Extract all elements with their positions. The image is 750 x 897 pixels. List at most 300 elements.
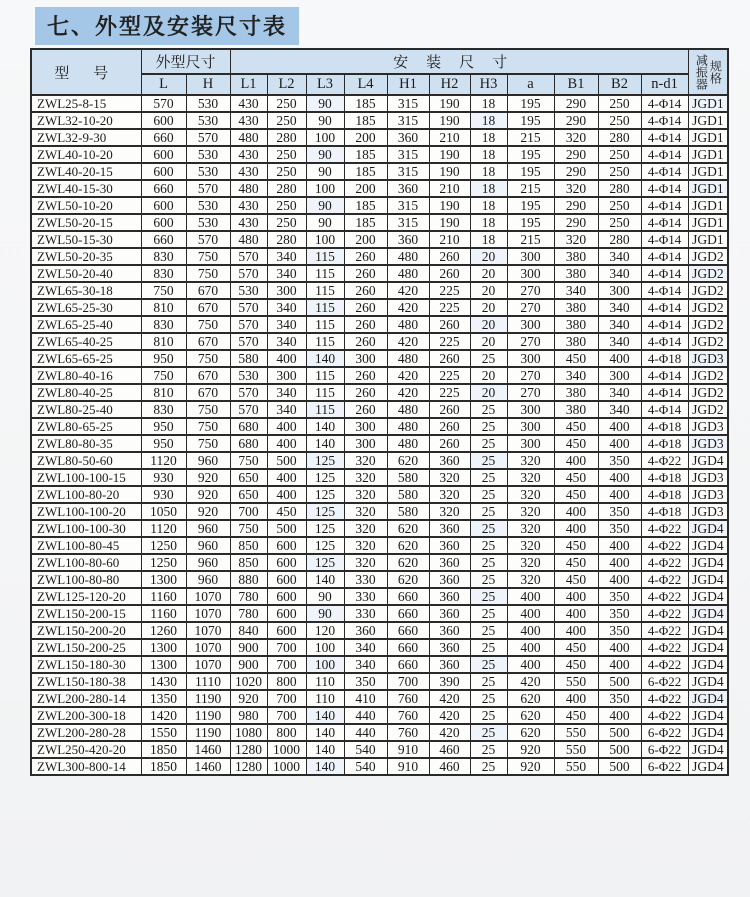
dimension-cell: 400: [507, 656, 554, 673]
dimension-cell: 480: [387, 316, 429, 333]
dimension-cell: 320: [554, 129, 598, 146]
damper-spec-cell: JGD4: [688, 724, 728, 741]
header-install-dims: 安装尺寸: [230, 49, 688, 74]
dimension-cell: 25: [470, 418, 507, 435]
bolt-holes-cell: 4-Φ14: [641, 299, 688, 316]
dimension-cell: 1250: [141, 554, 186, 571]
dimension-cell: 480: [230, 180, 267, 197]
bolt-holes-cell: 4-Φ14: [641, 146, 688, 163]
damper-spec-cell: JGD2: [688, 282, 728, 299]
dimension-cell: 125: [306, 469, 344, 486]
damper-spec-cell: JGD1: [688, 214, 728, 231]
dimension-cell: 250: [598, 214, 641, 231]
dimension-cell: 340: [267, 333, 306, 350]
dimension-cell: 300: [507, 265, 554, 282]
model-cell: ZWL50-15-30: [31, 231, 141, 248]
bolt-holes-cell: 4-Φ14: [641, 214, 688, 231]
dimension-cell: 570: [230, 248, 267, 265]
table-row: [31, 197, 728, 214]
dimension-cell: 380: [554, 316, 598, 333]
bolt-holes-cell: 4-Φ22: [641, 520, 688, 537]
dimension-cell: 120: [306, 622, 344, 639]
dimension-cell: 125: [306, 537, 344, 554]
dimension-cell: 20: [470, 367, 507, 384]
dimension-cell: 920: [186, 503, 230, 520]
dimension-cell: 200: [344, 129, 387, 146]
dimension-cell: 580: [387, 486, 429, 503]
dimension-cell: 460: [429, 741, 470, 758]
model-cell: ZWL200-300-18: [31, 707, 141, 724]
dimension-cell: 1070: [186, 605, 230, 622]
column-header-B2: B2: [598, 74, 641, 95]
dimension-cell: 600: [141, 197, 186, 214]
dimension-cell: 260: [429, 265, 470, 282]
dimension-cell: 350: [344, 673, 387, 690]
dimension-cell: 1300: [141, 656, 186, 673]
dimension-cell: 320: [344, 503, 387, 520]
dimension-cell: 400: [507, 588, 554, 605]
dimension-cell: 450: [554, 469, 598, 486]
damper-spec-cell: JGD4: [688, 639, 728, 656]
table-row: [31, 673, 728, 690]
dimension-cell: 530: [230, 367, 267, 384]
bolt-holes-cell: 4-Φ22: [641, 571, 688, 588]
dimension-cell: 115: [306, 333, 344, 350]
bolt-holes-cell: 6-Φ22: [641, 673, 688, 690]
damper-spec-cell: JGD1: [688, 112, 728, 129]
dimension-cell: 25: [470, 486, 507, 503]
bolt-holes-cell: 4-Φ22: [641, 452, 688, 469]
table-row: [31, 214, 728, 231]
dimension-cell: 360: [429, 588, 470, 605]
dimension-cell: 580: [230, 350, 267, 367]
dimension-cell: 360: [429, 656, 470, 673]
dimension-cell: 260: [344, 333, 387, 350]
table-row: [31, 758, 728, 775]
bolt-holes-cell: 6-Φ22: [641, 741, 688, 758]
dimension-cell: 90: [306, 197, 344, 214]
dimension-cell: 1110: [186, 673, 230, 690]
model-cell: ZWL80-25-40: [31, 401, 141, 418]
table-row: [31, 452, 728, 469]
model-cell: ZWL150-200-15: [31, 605, 141, 622]
damper-spec-cell: JGD4: [688, 656, 728, 673]
table-row: [31, 265, 728, 282]
dimension-cell: 315: [387, 163, 429, 180]
dimension-cell: 500: [598, 724, 641, 741]
dimension-cell: 210: [429, 129, 470, 146]
dimension-cell: 600: [267, 571, 306, 588]
dimension-cell: 350: [598, 588, 641, 605]
bolt-holes-cell: 4-Φ22: [641, 554, 688, 571]
table-row: [31, 486, 728, 503]
dimension-cell: 195: [507, 163, 554, 180]
dimension-cell: 680: [230, 435, 267, 452]
dimension-cell: 18: [470, 95, 507, 112]
table-row: [31, 537, 728, 554]
bolt-holes-cell: 4-Φ14: [641, 316, 688, 333]
dimension-cell: 540: [344, 741, 387, 758]
dimension-cell: 750: [186, 418, 230, 435]
bolt-holes-cell: 4-Φ14: [641, 384, 688, 401]
dimension-cell: 125: [306, 554, 344, 571]
dimension-cell: 420: [387, 299, 429, 316]
dimension-cell: 90: [306, 112, 344, 129]
damper-spec-cell: JGD2: [688, 265, 728, 282]
table-body: [31, 95, 728, 775]
dimension-cell: 320: [507, 452, 554, 469]
dimension-cell: 800: [267, 724, 306, 741]
model-cell: ZWL100-100-20: [31, 503, 141, 520]
dimension-cell: 480: [387, 248, 429, 265]
model-cell: ZWL40-15-30: [31, 180, 141, 197]
bolt-holes-cell: 4-Φ22: [641, 690, 688, 707]
dimension-cell: 420: [387, 333, 429, 350]
dimension-cell: 660: [387, 588, 429, 605]
dimension-cell: 620: [387, 452, 429, 469]
model-cell: ZWL32-9-30: [31, 129, 141, 146]
dimension-cell: 18: [470, 129, 507, 146]
dimension-cell: 930: [141, 469, 186, 486]
bolt-holes-cell: 4-Φ14: [641, 367, 688, 384]
dimension-cell: 280: [598, 231, 641, 248]
dimension-cell: 1080: [230, 724, 267, 741]
table-row: [31, 588, 728, 605]
dimension-cell: 400: [598, 554, 641, 571]
dimension-cell: 195: [507, 197, 554, 214]
damper-spec-cell: JGD3: [688, 418, 728, 435]
dimension-cell: 570: [230, 265, 267, 282]
dimension-cell: 400: [267, 486, 306, 503]
dimension-cell: 400: [554, 520, 598, 537]
dimension-cell: 660: [141, 231, 186, 248]
damper-spec-cell: JGD4: [688, 554, 728, 571]
damper-spec-cell: JGD4: [688, 452, 728, 469]
dimension-cell: 600: [141, 146, 186, 163]
dimension-cell: 25: [470, 758, 507, 775]
dimension-cell: 140: [306, 571, 344, 588]
dimension-cell: 440: [344, 707, 387, 724]
bolt-holes-cell: 4-Φ14: [641, 112, 688, 129]
dimension-cell: 780: [230, 605, 267, 622]
damper-spec-cell: JGD4: [688, 758, 728, 775]
dimension-cell: 320: [344, 452, 387, 469]
dimension-cell: 620: [387, 520, 429, 537]
dimension-cell: 760: [387, 724, 429, 741]
damper-spec-cell: JGD1: [688, 163, 728, 180]
dimension-cell: 190: [429, 214, 470, 231]
dimension-cell: 570: [230, 401, 267, 418]
table-row: [31, 435, 728, 452]
dimension-cell: 260: [344, 401, 387, 418]
dimension-cell: 300: [507, 350, 554, 367]
dimension-cell: 25: [470, 605, 507, 622]
dimension-cell: 270: [507, 333, 554, 350]
dimension-cell: 430: [230, 112, 267, 129]
dimension-cell: 90: [306, 146, 344, 163]
column-header-L4: L4: [344, 74, 387, 95]
dimension-cell: 600: [141, 163, 186, 180]
dimension-cell: 440: [344, 724, 387, 741]
dimension-cell: 20: [470, 333, 507, 350]
dimension-cell: 300: [598, 367, 641, 384]
dimension-cell: 300: [507, 435, 554, 452]
dimension-cell: 320: [344, 554, 387, 571]
dimension-cell: 340: [267, 299, 306, 316]
dimension-cell: 1160: [141, 588, 186, 605]
dimension-cell: 400: [598, 435, 641, 452]
dimension-cell: 600: [141, 112, 186, 129]
bolt-holes-cell: 4-Φ22: [641, 622, 688, 639]
dimension-cell: 660: [141, 129, 186, 146]
dimension-cell: 360: [344, 622, 387, 639]
dimension-cell: 320: [429, 486, 470, 503]
dimension-cell: 1050: [141, 503, 186, 520]
dimension-cell: 600: [141, 214, 186, 231]
model-cell: ZWL80-40-25: [31, 384, 141, 401]
dimension-cell: 920: [186, 486, 230, 503]
dimension-cell: 340: [598, 401, 641, 418]
dimension-cell: 920: [230, 690, 267, 707]
dimension-cell: 210: [429, 231, 470, 248]
dimension-cell: 320: [507, 503, 554, 520]
dimension-cell: 400: [598, 707, 641, 724]
dimension-cell: 480: [230, 129, 267, 146]
dimension-cell: 360: [429, 520, 470, 537]
table-row: [31, 350, 728, 367]
bolt-holes-cell: 6-Φ22: [641, 724, 688, 741]
dimension-cell: 250: [598, 197, 641, 214]
dimension-cell: 340: [598, 299, 641, 316]
bolt-holes-cell: 6-Φ22: [641, 758, 688, 775]
dimension-cell: 18: [470, 146, 507, 163]
dimension-cell: 980: [230, 707, 267, 724]
dimension-cell: 270: [507, 384, 554, 401]
damper-spec-cell: JGD3: [688, 469, 728, 486]
damper-spec-cell: JGD4: [688, 622, 728, 639]
dimension-cell: 320: [554, 180, 598, 197]
damper-spec-cell: JGD4: [688, 673, 728, 690]
dimension-cell: 100: [306, 639, 344, 656]
dimension-cell: 1850: [141, 741, 186, 758]
dimension-cell: 620: [507, 690, 554, 707]
dimension-cell: 580: [387, 469, 429, 486]
dimension-cell: 570: [186, 180, 230, 197]
dimension-cell: 400: [554, 503, 598, 520]
dimension-cell: 290: [554, 214, 598, 231]
dimension-cell: 300: [267, 367, 306, 384]
bolt-holes-cell: 4-Φ14: [641, 265, 688, 282]
bolt-holes-cell: 4-Φ14: [641, 401, 688, 418]
dimension-cell: 850: [230, 554, 267, 571]
dimension-cell: 280: [598, 129, 641, 146]
dimension-cell: 250: [598, 146, 641, 163]
dimension-cell: 1070: [186, 588, 230, 605]
dimension-cell: 125: [306, 452, 344, 469]
dimension-cell: 1190: [186, 690, 230, 707]
dimension-cell: 225: [429, 282, 470, 299]
dimension-cell: 700: [230, 503, 267, 520]
dimension-cell: 320: [507, 537, 554, 554]
table-row: [31, 95, 728, 112]
dimension-cell: 300: [507, 418, 554, 435]
dimension-cell: 1000: [267, 741, 306, 758]
model-cell: ZWL125-120-20: [31, 588, 141, 605]
damper-spec-cell: JGD3: [688, 435, 728, 452]
damper-spec-cell: JGD2: [688, 333, 728, 350]
dimension-cell: 140: [306, 435, 344, 452]
dimension-cell: 360: [387, 231, 429, 248]
dimension-cell: 830: [141, 248, 186, 265]
dimension-cell: 660: [387, 656, 429, 673]
dimension-cell: 18: [470, 112, 507, 129]
dimension-cell: 400: [598, 418, 641, 435]
dimension-cell: 300: [598, 282, 641, 299]
dimension-cell: 500: [267, 520, 306, 537]
dimension-cell: 115: [306, 248, 344, 265]
dimension-cell: 670: [186, 367, 230, 384]
dimension-cell: 880: [230, 571, 267, 588]
dimension-cell: 25: [470, 707, 507, 724]
dimension-cell: 115: [306, 367, 344, 384]
dimension-cell: 1020: [230, 673, 267, 690]
dimension-cell: 25: [470, 639, 507, 656]
dimension-cell: 340: [344, 656, 387, 673]
dimension-cell: 830: [141, 316, 186, 333]
dimension-cell: 500: [598, 758, 641, 775]
dimension-cell: 100: [306, 656, 344, 673]
bolt-holes-cell: 4-Φ14: [641, 95, 688, 112]
dimension-cell: 280: [267, 129, 306, 146]
dimension-cell: 25: [470, 724, 507, 741]
dimension-cell: 400: [267, 418, 306, 435]
dimension-cell: 750: [230, 452, 267, 469]
dimension-cell: 140: [306, 418, 344, 435]
dimension-cell: 315: [387, 95, 429, 112]
table-row: [31, 520, 728, 537]
damper-spec-cell: JGD3: [688, 503, 728, 520]
dimension-cell: 500: [598, 741, 641, 758]
dimension-cell: 270: [507, 282, 554, 299]
dimension-cell: 330: [344, 571, 387, 588]
dimension-cell: 20: [470, 384, 507, 401]
dimension-cell: 400: [507, 639, 554, 656]
column-header-H: H: [186, 74, 230, 95]
model-cell: ZWL80-40-16: [31, 367, 141, 384]
dimension-cell: 1460: [186, 758, 230, 775]
table-row: [31, 707, 728, 724]
dimension-cell: 570: [186, 231, 230, 248]
dimension-cell: 115: [306, 265, 344, 282]
dimension-cell: 660: [141, 180, 186, 197]
dimension-cell: 340: [598, 248, 641, 265]
dimension-cell: 1430: [141, 673, 186, 690]
dimension-cell: 500: [598, 673, 641, 690]
damper-spec-cell: JGD4: [688, 588, 728, 605]
dimension-cell: 90: [306, 163, 344, 180]
dimension-cell: 340: [267, 248, 306, 265]
dimension-cell: 570: [230, 384, 267, 401]
dimension-cell: 300: [507, 401, 554, 418]
dimension-cell: 1260: [141, 622, 186, 639]
table-row: [31, 384, 728, 401]
bolt-holes-cell: 4-Φ22: [641, 588, 688, 605]
dimension-cell: 480: [387, 350, 429, 367]
dimension-cell: 25: [470, 503, 507, 520]
dimension-cell: 320: [507, 571, 554, 588]
dimension-cell: 260: [344, 248, 387, 265]
dimension-cell: 185: [344, 163, 387, 180]
dimension-cell: 360: [429, 622, 470, 639]
bolt-holes-cell: 4-Φ14: [641, 197, 688, 214]
dimension-cell: 660: [387, 605, 429, 622]
dimension-cell: 360: [387, 129, 429, 146]
dimension-cell: 950: [141, 350, 186, 367]
dimension-cell: 320: [507, 486, 554, 503]
table-row: [31, 469, 728, 486]
dimension-cell: 450: [554, 418, 598, 435]
dimension-cell: 810: [141, 299, 186, 316]
dimension-cell: 140: [306, 707, 344, 724]
table-row: [31, 554, 728, 571]
bolt-holes-cell: 4-Φ18: [641, 503, 688, 520]
dimension-cell: 450: [554, 639, 598, 656]
dimension-cell: 600: [267, 537, 306, 554]
dimension-cell: 115: [306, 282, 344, 299]
dimension-cell: 750: [186, 435, 230, 452]
dimension-cell: 260: [344, 299, 387, 316]
damper-spec-cell: JGD2: [688, 316, 728, 333]
model-cell: ZWL250-420-20: [31, 741, 141, 758]
damper-spec-cell: JGD4: [688, 571, 728, 588]
dimension-cell: 270: [507, 367, 554, 384]
dimension-cell: 810: [141, 333, 186, 350]
dimension-cell: 190: [429, 146, 470, 163]
model-cell: ZWL65-65-25: [31, 350, 141, 367]
dimension-cell: 290: [554, 146, 598, 163]
column-header-L: L: [141, 74, 186, 95]
dimension-cell: 960: [186, 537, 230, 554]
dimension-cell: 550: [554, 758, 598, 775]
dimension-cell: 110: [306, 673, 344, 690]
model-cell: ZWL50-20-35: [31, 248, 141, 265]
dimension-cell: 300: [507, 248, 554, 265]
table-row: [31, 741, 728, 758]
dimension-cell: 25: [470, 554, 507, 571]
dimension-cell: 250: [267, 214, 306, 231]
dimension-cell: 185: [344, 95, 387, 112]
dimension-cell: 25: [470, 469, 507, 486]
dimension-cell: 1190: [186, 707, 230, 724]
bolt-holes-cell: 4-Φ14: [641, 231, 688, 248]
dimension-cell: 840: [230, 622, 267, 639]
dimension-cell: 225: [429, 367, 470, 384]
dimension-cell: 250: [598, 112, 641, 129]
dimension-cell: 360: [429, 554, 470, 571]
dimension-cell: 315: [387, 197, 429, 214]
dimension-cell: 530: [186, 197, 230, 214]
damper-spec-cell: JGD2: [688, 401, 728, 418]
table-row: [31, 639, 728, 656]
bolt-holes-cell: 4-Φ22: [641, 537, 688, 554]
dimension-cell: 400: [554, 452, 598, 469]
dimension-cell: 750: [186, 401, 230, 418]
damper-spec-cell: JGD4: [688, 605, 728, 622]
dimension-cell: 215: [507, 180, 554, 197]
dimension-cell: 450: [554, 571, 598, 588]
dimension-cell: 140: [306, 724, 344, 741]
bolt-holes-cell: 4-Φ14: [641, 248, 688, 265]
